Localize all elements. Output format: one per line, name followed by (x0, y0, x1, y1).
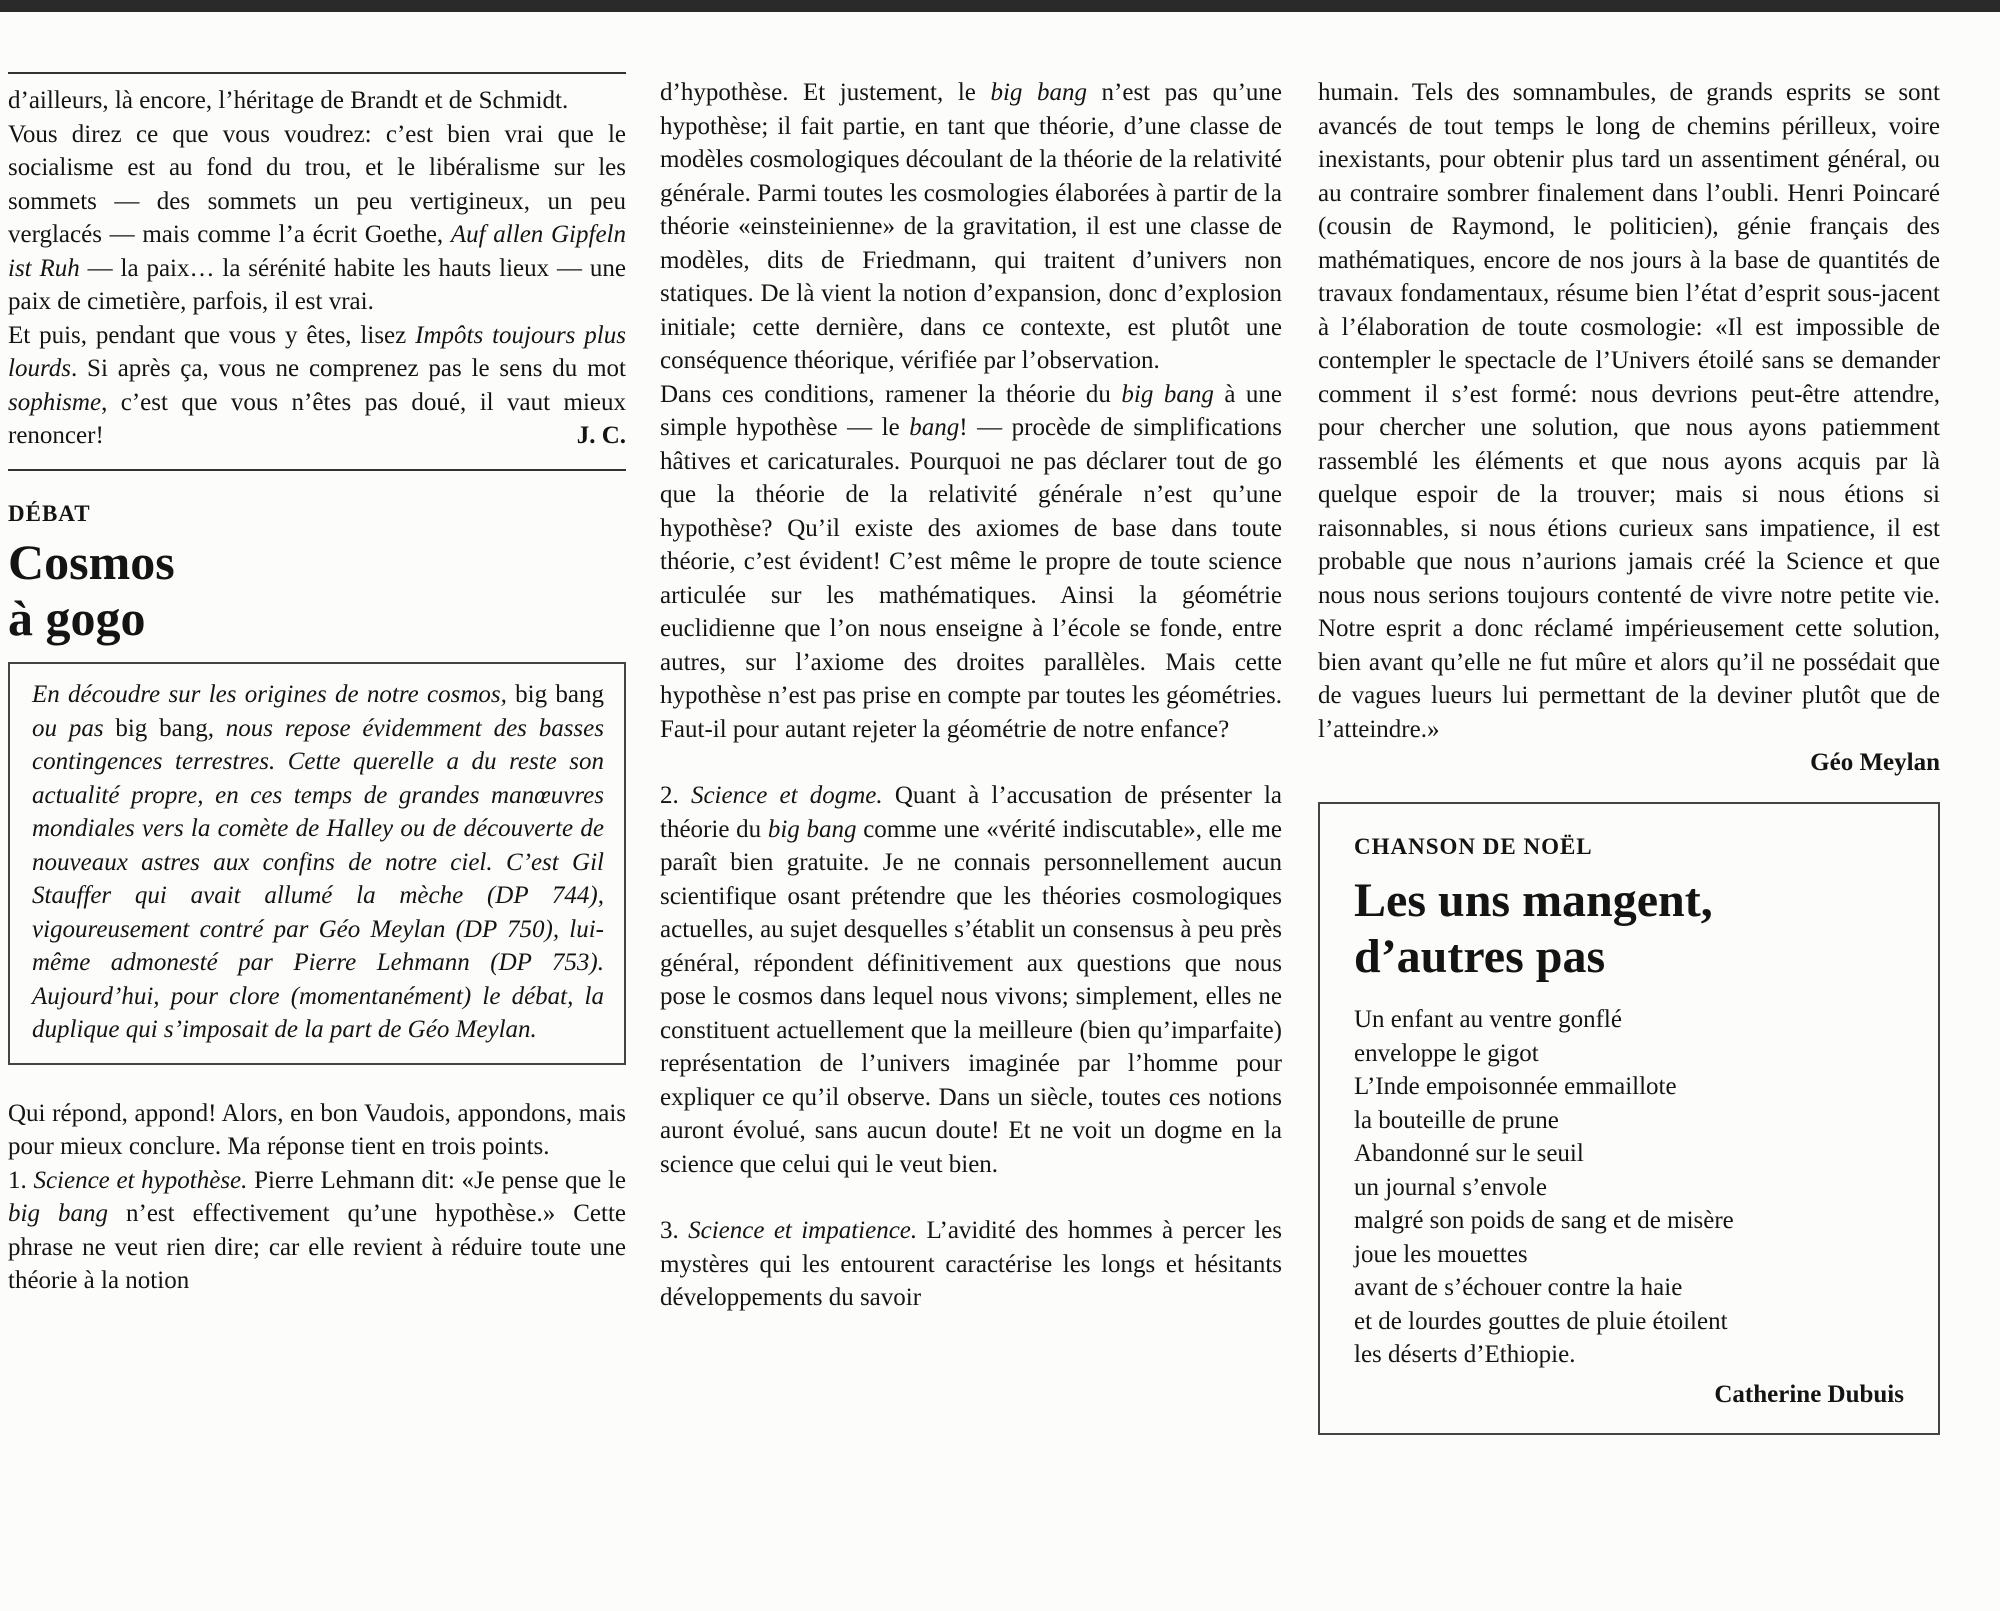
intro-box: En découdre sur les origines de notre cosmos, big bang ou pas big bang, nous repose évidemment des basses contingences terrestres. Cette querelle a du reste son actualité propre, en ces temps de grandes manœuvres mondiales vers la comète de Halley ou de découverte de nouveaux astres aux confins de notre ciel. C’est Gil Stauffer qui avait allumé la mèche (DP 744), vigoureusement contré par Géo Meylan (DP 750), lui-même admonesté par Pierre Lehmann (DP 753). Aujourd’hui, pour clore (momentanément) le débat, la duplique qui s’imposait de la part de Géo Meylan. (8, 662, 626, 1065)
paragraph: Et puis, pendant que vous y êtes, lisez Impôts toujours plus lourds. Si après ça, vous ne comprenez pas le sens du mot sophisme, c’est que vous n’êtes pas doué, il vaut mieux renoncer! J. C. (8, 319, 626, 453)
poem-line: Un enfant au ventre gonflé (1354, 1006, 1622, 1033)
poem-line: un journal s’envole (1354, 1173, 1548, 1201)
paragraph: Vous direz ce que vous voudrez: c’est bien vrai que le socialisme est au fond du trou, et le libéralisme sur les sommets — des sommets un peu vertigineux, un peu verglacés — mais comme l’a écrit Goethe, Auf allen Gipfeln ist Ruh — la paix… la sérénité habite les hauts lieux — une paix de cimetière, parfois, il est vrai. (8, 120, 626, 315)
rule-divider (8, 469, 626, 471)
signature-geo-meylan: Géo Meylan (1810, 749, 1940, 776)
paragraph: humain. Tels des somnambules, de grands esprits se sont avancés de tout temps le long de chemins périlleux, voire inexistants, pour obtenir plus tard un assentiment général, ou au contraire sombrer finalement dans l’oubli. Henri Poincaré (cousin de Raymond, le politicien), génie français des mathématiques, encore de nos jours à la base de quantités de travaux fondamentaux, résume bien l’état d’esprit sous-jacent à l’élaboration de toute cosmologie: «Il est impossible de contempler le spectacle de l’Univers étoilé sans se demander comment il s’est formé: nous devrions peut-être attendre, pour chercher une solution, que nous ayons patiemment rassemblé les éléments et que nous ayons acquis par là quelque espoir de la trouver; mais si nous étions si raisonnables, si nous étions curieux sans impatience, il est probable que nous n’aurions jamais créé la Science et que nous nous serions toujours contenté de vivre notre petite vie. Notre esprit a donc réclamé impérieusement cette solution, bien avant qu’elle ne fut mûre et alors qu’il ne possédait que de vagues lueurs lui permettant de la deviner plutôt que de l’atteindre.» (1318, 79, 1940, 743)
paragraph: d’ailleurs, là encore, l’héritage de Brandt et de Schmidt. (8, 87, 569, 114)
rule-top (8, 72, 626, 74)
paragraph: Qui répond, appond! Alors, en bon Vaudois, appondons, mais pour mieux conclure. Ma réponse tient en trois points. (8, 1099, 626, 1160)
column-right (1318, 76, 1940, 1435)
article-headline: Cosmos à gogo (8, 534, 175, 646)
column-left (8, 72, 626, 1298)
signature-jc: J. C. (576, 422, 626, 449)
poem-title: Les uns mangent, d’autres pas (1354, 874, 1713, 983)
poem-line: Abandonné sur le seuil (1354, 1140, 1584, 1167)
poem-line: et de lourdes gouttes de pluie étoilent (1354, 1307, 1728, 1335)
poem-line: avant de s’échouer contre la haie (1354, 1274, 1683, 1301)
poem-line: les déserts d’Ethiopie. (1354, 1341, 1576, 1368)
poem-line: joue les mouettes (1354, 1240, 1528, 1268)
poem-line: enveloppe le gigot (1354, 1039, 1539, 1067)
paragraph: 3. Science et impatience. L’avidité des hommes à percer les mystères qui les entourent caractérise les longs et hésitants développements du savoir (660, 1217, 1283, 1311)
poem-kicker: CHANSON DE NOËL (1354, 833, 1593, 859)
poem-line: la bouteille de prune (1354, 1106, 1559, 1134)
column-middle (660, 76, 1282, 1315)
page-top-edge (0, 0, 2000, 12)
paragraph: Dans ces conditions, ramener la théorie du big bang à une simple hypothèse — le bang! — procède de simplifications hâtives et caricaturales. Pourquoi ne pas déclarer tout de go que la théorie de la relativité générale n’est qu’une hypothèse? Qu’il existe des axiomes de base dans toute théorie, c’est évident! C’est même le propre de toute science articulée sur les mathématiques. Ainsi la géométrie euclidienne que l’on nous enseigne à l’école se fonde, entre autres, sur l’axiome des droites parallèles. Mais cette hypothèse n’est pas prise en compte par toutes les géométries. Faut-il pour autant rejeter la géométrie de notre enfance? (660, 380, 1282, 743)
poem-author: Catherine Dubuis (1714, 1380, 1904, 1408)
poem-line: malgré son poids de sang et de misère (1354, 1207, 1734, 1234)
section-kicker: DÉBAT (8, 500, 91, 526)
paragraph: 1. Science et hypothèse. Pierre Lehmann dit: «Je pense que le big bang n’est effectivement qu’une hypothèse.» Cette phrase ne veut rien dire; car elle revient à réduire toute une théorie à la notion (8, 1166, 626, 1294)
paragraph: 2. Science et dogme. Quant à l’accusation de présenter la théorie du big bang comme une «vérité indiscutable», elle me paraît bien gratuite. Je ne connais personnellement aucun scientifique osant prétendre que les théories cosmologiques actuelles, au sujet desquelles s’établit un consensus à peu près général, répondent définitivement aux questions que nous pose le cosmos dans lequel nous vivons; simplement, elles ne constituent actuellement que la meilleure (bien qu’imparfaite) représentation de l’univers imaginée par l’homme pour expliquer ce qu’il observe. Dans un siècle, toutes ces notions auront évolué, sans aucun doute! Et ne voit un dogme en la science que celui qui le veut bien. (660, 782, 1283, 1178)
poem-box (1318, 802, 1940, 1436)
poem-line: L’Inde empoisonnée emmaillote (1354, 1073, 1677, 1100)
paragraph: d’hypothèse. Et justement, le big bang n’est pas qu’une hypothèse; il fait partie, en tant que théorie, d’une classe de modèles cosmologiques découlant de la théorie de la relativité générale. Parmi toutes les cosmologies élaborées à partir de la théorie «einsteinienne» de la gravitation, il est une classe de modèles, dits de Friedmann, qui traitent d’univers non statiques. De là vient la notion d’expansion, donc d’explosion initiale; cette dernière, dans ce contexte, est plutôt une conséquence théorique, vérifiée par l’observation. (660, 79, 1283, 374)
